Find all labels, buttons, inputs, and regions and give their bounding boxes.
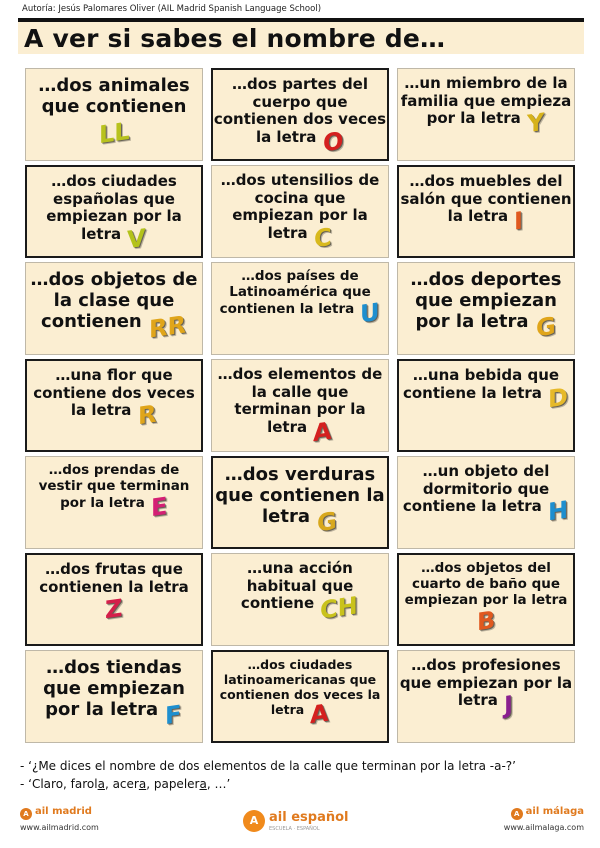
- question-label: …un miembro de la familia que empieza por la letra: [400, 74, 572, 128]
- letter-graphic: C: [313, 222, 332, 254]
- letter-graphic: G: [317, 507, 337, 538]
- question-card: [211, 650, 389, 743]
- question-text: [212, 171, 388, 254]
- question-label: …dos elementos de la calle que terminan por la letra: [217, 365, 383, 437]
- question-label: …dos tiendas que empiezan por la letra: [43, 657, 185, 721]
- title-bar: [18, 18, 584, 54]
- question-label: …un objeto del dormitorio que contiene la letra: [402, 462, 550, 516]
- question-label: …dos verduras que contienen la letra: [215, 464, 385, 528]
- letter-graphic: U: [359, 297, 380, 329]
- question-card: [397, 359, 575, 452]
- question-card: [25, 553, 203, 646]
- question-text: [213, 75, 387, 158]
- ail-madrid-logo[interactable]: A ail madrid www.ailmadrid.com: [20, 806, 99, 832]
- question-text: [213, 657, 387, 730]
- question-text: [26, 75, 202, 150]
- letter-graphic: H: [548, 495, 569, 527]
- question-text: [212, 559, 388, 626]
- question-text: [26, 269, 202, 345]
- author-credit: Autoría: Jesús Palomares Oliver (AIL Madrid Spanish Language School): [22, 4, 322, 14]
- letter-graphic: E: [150, 491, 167, 522]
- letter-graphic: F: [165, 700, 182, 731]
- footer: [0, 800, 600, 848]
- letter-graphic: D: [548, 382, 569, 414]
- question-text: [398, 74, 574, 139]
- example-dialogue: [20, 757, 516, 793]
- letter-graphic: Z: [105, 594, 123, 625]
- question-label: …dos utensilios de cocina que empiezan por la letra: [220, 171, 380, 243]
- question-label: …dos animales que contienen: [38, 75, 190, 118]
- letter-graphic: O: [322, 126, 344, 158]
- question-text: [399, 172, 573, 237]
- question-card: [211, 262, 389, 355]
- question-label: …dos objetos de la clase que contienen: [30, 269, 198, 333]
- ail-espanol-logo: A ail español ESCUELA · ESPAÑOL: [243, 810, 349, 832]
- question-text: [27, 172, 201, 255]
- question-text: [213, 464, 387, 538]
- question-card: [211, 456, 389, 549]
- question-label: …dos frutas que contienen la letra: [39, 560, 189, 596]
- question-label: …dos partes del cuerpo que contienen dos veces la letra: [213, 75, 387, 147]
- dialogue-line-2: - ‘Claro, farola, acera, papelera, …’: [20, 777, 231, 791]
- letter-graphic: A: [313, 416, 332, 448]
- question-card: [25, 68, 203, 161]
- question-label: …dos profesiones que empiezan por la letra: [399, 656, 573, 710]
- ail-malaga-logo[interactable]: A ail málaga www.ailmalaga.com: [503, 806, 584, 832]
- question-label: …una bebida que contiene la letra: [402, 366, 560, 402]
- letter-graphic: B: [476, 605, 496, 637]
- question-card: [211, 165, 389, 258]
- letter-graphic: Y: [526, 108, 545, 139]
- question-card: [397, 262, 575, 355]
- letter-graphic: R: [137, 400, 157, 431]
- question-text: [398, 656, 574, 721]
- question-card: [25, 165, 203, 258]
- question-text: [27, 560, 201, 625]
- question-text: [26, 462, 202, 522]
- question-card: [397, 68, 575, 161]
- question-card: [25, 262, 203, 355]
- question-text: [27, 366, 201, 431]
- letter-graphic: A: [309, 698, 329, 730]
- question-label: …dos muebles del salón que contienen la letra: [400, 172, 572, 226]
- question-text: [398, 269, 574, 343]
- question-card: [211, 68, 389, 161]
- question-card: [211, 359, 389, 452]
- question-card: [25, 359, 203, 452]
- question-card: [211, 553, 389, 646]
- page-title: A ver si sabes el nombre de…: [24, 23, 446, 53]
- ail-malaga-url[interactable]: www.ailmalaga.com: [503, 823, 584, 832]
- question-text: [26, 657, 202, 731]
- letter-graphic: I: [514, 206, 524, 237]
- letter-graphic: RR: [148, 310, 186, 345]
- question-card: [397, 165, 575, 258]
- question-card: [397, 650, 575, 743]
- question-label: …una flor que contiene dos veces la letra: [33, 366, 195, 420]
- question-label: …dos prendas de vestir que terminan por la letra: [38, 462, 190, 511]
- question-text: [212, 365, 388, 448]
- question-label: …dos países de Latinoamérica que contienen la letra: [219, 268, 371, 317]
- question-label: …dos objetos del cuarto de baño que empiezan por la letra: [404, 560, 568, 608]
- ail-circle-icon: A: [243, 810, 265, 832]
- question-text: [212, 268, 388, 329]
- question-card: [397, 456, 575, 549]
- question-text: [398, 462, 574, 527]
- question-text: [399, 366, 573, 414]
- letter-graphic: G: [535, 312, 556, 343]
- question-label: …dos ciudades latinoamericanas que contienen dos veces la letra: [219, 657, 381, 718]
- question-card: [25, 456, 203, 549]
- question-label: …una acción habitual que contiene: [240, 559, 354, 613]
- letter-graphic: V: [127, 223, 146, 255]
- ail-circle-icon: A: [20, 808, 32, 820]
- question-text: [399, 560, 573, 637]
- question-label: …dos ciudades españolas que empiezan por la letra: [46, 172, 182, 244]
- letter-graphic: LL: [98, 117, 130, 150]
- letter-graphic: CH: [320, 591, 359, 626]
- ail-circle-icon: A: [511, 808, 523, 820]
- card-grid: [22, 66, 578, 745]
- letter-graphic: J: [504, 690, 514, 721]
- ail-madrid-url[interactable]: www.ailmadrid.com: [20, 823, 99, 832]
- question-card: [397, 553, 575, 646]
- dialogue-line-1: - ‘¿Me dices el nombre de dos elementos de la calle que terminan por la letra -a-?’: [20, 759, 516, 773]
- question-label: …dos deportes que empiezan por la letra: [410, 269, 562, 333]
- question-card: [25, 650, 203, 743]
